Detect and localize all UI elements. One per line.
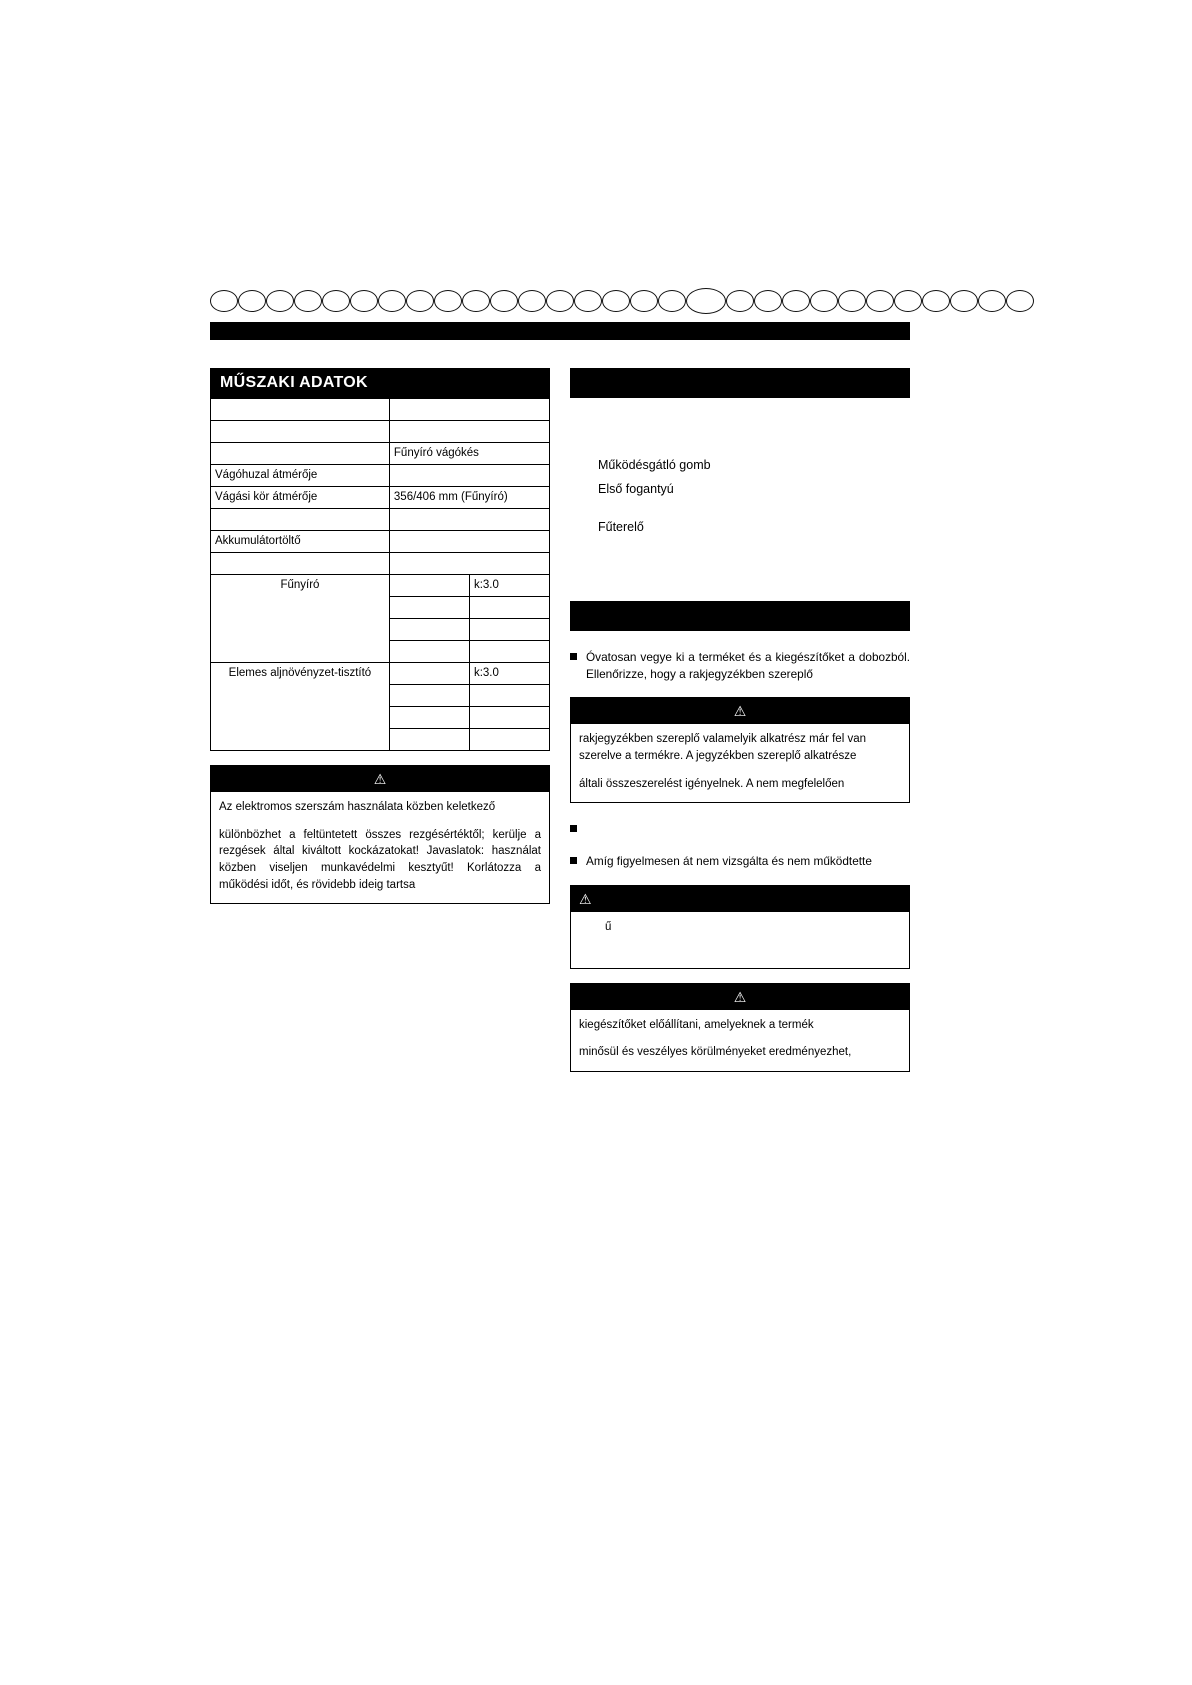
spec-value xyxy=(389,465,549,487)
decorative-ellipse xyxy=(810,290,838,312)
spec-value xyxy=(469,597,549,619)
spec-value xyxy=(389,553,549,575)
warning-paragraph: ű xyxy=(605,920,612,933)
table-row xyxy=(211,487,550,509)
decorative-ellipse xyxy=(978,290,1006,312)
warning-paragraph: kiegészítőket előállítani, amelyeknek a termék xyxy=(579,1018,814,1031)
table-row xyxy=(211,575,550,597)
warning-body xyxy=(571,724,909,802)
spec-label: Vágóhuzal átmérője xyxy=(211,465,390,487)
table-row xyxy=(211,399,550,421)
spec-value: k:3.0 xyxy=(469,575,549,597)
warning-triangle-icon: ⚠ xyxy=(579,890,592,907)
decorative-ellipse xyxy=(602,290,630,312)
list-spacer xyxy=(598,502,910,516)
spec-value xyxy=(469,729,549,751)
decorative-ellipse xyxy=(518,290,546,312)
spec-group-label: Elemes aljnövényzet-tisztító xyxy=(211,663,390,751)
spec-value xyxy=(469,641,549,663)
spec-label: Akkumulátortöltő xyxy=(211,531,390,553)
decorative-ellipse xyxy=(462,290,490,312)
list-item: Fűterelő xyxy=(598,519,644,534)
spec-value xyxy=(389,509,549,531)
decorative-ellipse xyxy=(894,290,922,312)
list-item: Első fogantyú xyxy=(598,481,674,496)
vibration-warning-box xyxy=(210,765,550,904)
warning-triangle-icon: ⚠ xyxy=(373,771,387,787)
specs-section-title: MŰSZAKI ADATOK xyxy=(210,368,550,398)
warning-triangle-icon: ⚠ xyxy=(733,988,747,1005)
decorative-ellipse xyxy=(838,290,866,312)
spec-value xyxy=(389,531,549,553)
spec-group-label: Fűnyíró xyxy=(211,575,390,663)
decorative-ellipse xyxy=(406,290,434,312)
spec-label xyxy=(211,399,390,421)
warning-body xyxy=(211,792,549,903)
table-row xyxy=(211,553,550,575)
spec-label xyxy=(211,421,390,443)
warning-header xyxy=(571,698,909,724)
warning-paragraph: minősül és veszélyes körülményeket eredményezhet, xyxy=(579,1046,852,1059)
decorative-ellipse xyxy=(630,290,658,312)
decorative-ellipse xyxy=(866,290,894,312)
warning-paragraph: általi összeszerelést igényelnek. A nem megfelelően xyxy=(579,777,845,790)
warning-header xyxy=(571,886,909,912)
spec-value xyxy=(469,707,549,729)
decorative-ellipse xyxy=(574,290,602,312)
decorative-ellipse xyxy=(658,290,686,312)
table-row xyxy=(211,443,550,465)
left-column xyxy=(210,368,550,904)
decorative-ellipse xyxy=(754,290,782,312)
right-column xyxy=(570,368,910,1072)
spec-label xyxy=(211,553,390,575)
list-item-label: Amíg figyelmesen át nem vizsgálta és nem működtette xyxy=(586,854,872,869)
list-item xyxy=(570,821,910,835)
decorative-ellipse xyxy=(294,290,322,312)
warning-header xyxy=(571,984,909,1010)
spec-label xyxy=(211,443,390,465)
warning-header xyxy=(211,766,549,792)
decorative-ellipse xyxy=(322,290,350,312)
spec-value: 356/406 mm (Fűnyíró) xyxy=(389,487,549,509)
warning-body xyxy=(571,1010,909,1071)
decorative-ellipse xyxy=(922,290,950,312)
spec-value xyxy=(389,597,469,619)
warning-body xyxy=(571,912,909,968)
decorative-ellipse xyxy=(490,290,518,312)
table-row xyxy=(211,509,550,531)
list-item xyxy=(570,649,910,683)
spec-value: k:3.0 xyxy=(469,663,549,685)
spec-value xyxy=(389,619,469,641)
table-row xyxy=(211,663,550,685)
decorative-ellipse xyxy=(210,290,238,312)
spec-value xyxy=(389,641,469,663)
parts-list xyxy=(570,454,910,539)
list-item-label xyxy=(586,821,910,835)
decorative-ellipse xyxy=(378,290,406,312)
table-row xyxy=(211,421,550,443)
list-item xyxy=(570,853,910,870)
spec-value xyxy=(389,663,469,685)
table-row xyxy=(211,465,550,487)
decorative-ellipse xyxy=(266,290,294,312)
decorative-ellipse xyxy=(350,290,378,312)
decorative-ellipse xyxy=(726,290,754,312)
assembly-warning-box xyxy=(570,697,910,803)
features-section-title xyxy=(570,368,910,398)
spec-value xyxy=(389,399,549,421)
decorative-ellipse xyxy=(950,290,978,312)
spec-value xyxy=(389,729,469,751)
decorative-ellipse xyxy=(546,290,574,312)
square-bullet-icon xyxy=(570,825,586,835)
warning-triangle-icon: ⚠ xyxy=(733,703,747,720)
spec-label: Vágási kör átmérője xyxy=(211,487,390,509)
warning-paragraph: rakjegyzékben szereplő valamelyik alkatrész már fel van szerelve a termékre. A jegyzékben szereplő alkatrésze xyxy=(579,733,866,763)
specifications-table xyxy=(210,398,550,751)
spec-value xyxy=(389,575,469,597)
table-row xyxy=(211,531,550,553)
list-item-label: Óvatosan vegye ki a terméket és a kiegészítőket a dobozból. Ellenőrizze, hogy a rakjegyzékben szereplő xyxy=(586,650,910,682)
list-item: Működésgátló gomb xyxy=(598,458,711,472)
warning-paragraph: különbözhet a feltüntetett összes rezgésértéktől; kerülje a rezgések által kiváltott kockázatokat! Javaslatok: használat közben viseljen munkavédelmi kesztyűt! Korlátozza a működési időt, és rövidebb ideig tartsa xyxy=(219,828,541,891)
section-spacer xyxy=(570,539,910,601)
square-bullet-icon xyxy=(570,857,586,870)
spec-value: Fűnyíró vágókés xyxy=(389,443,549,465)
decorative-ellipse-large xyxy=(686,288,726,314)
header-black-rule xyxy=(210,322,910,340)
accessory-warning-box xyxy=(570,983,910,1072)
spec-label xyxy=(211,509,390,531)
spec-value xyxy=(389,421,549,443)
decorative-ellipse xyxy=(782,290,810,312)
spec-value xyxy=(469,685,549,707)
decorative-ellipse xyxy=(1006,290,1034,312)
square-bullet-icon xyxy=(570,653,586,683)
spec-value xyxy=(389,707,469,729)
spec-value xyxy=(389,685,469,707)
unpacking-section-title xyxy=(570,601,910,631)
inspection-warning-box xyxy=(570,885,910,969)
decorative-ellipse-band xyxy=(210,286,910,316)
decorative-ellipse xyxy=(434,290,462,312)
warning-paragraph: Az elektromos szerszám használata közben keletkező xyxy=(219,801,496,813)
spec-value xyxy=(469,619,549,641)
decorative-ellipse xyxy=(238,290,266,312)
